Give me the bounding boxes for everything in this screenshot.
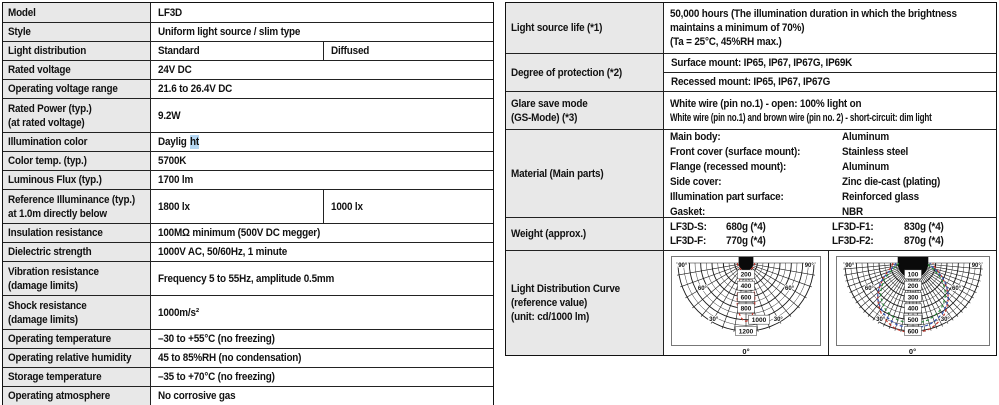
spec-value-area (151, 23, 493, 41)
weight-text: LF3D-F1: (832, 221, 874, 233)
spec-row (3, 170, 493, 189)
ring-label: 100 (907, 271, 918, 279)
spec-value (151, 296, 493, 329)
spec-label (3, 243, 151, 261)
spec-value-text: 45 to 85%RH (no condensation) (158, 352, 302, 364)
spec-label-text: Operating voltage range (8, 83, 118, 95)
spec-value-text: Uniform light source / slim type (158, 26, 301, 38)
spec-row (3, 60, 493, 79)
angle-label: 60° (785, 286, 795, 293)
spec-value (151, 99, 493, 132)
spec-label-text: Rated voltage (8, 64, 71, 76)
spec-value (151, 42, 323, 60)
spec-label (3, 224, 151, 242)
spec-value-text: Frequency 5 to 55Hz, amplitude 0.5mm (158, 272, 335, 285)
spec-label-text: Model (8, 6, 36, 19)
spec-value-area (151, 3, 493, 22)
material-value (842, 174, 951, 189)
spec-label (3, 80, 151, 98)
spec-label-text: Light source life (*1) (511, 22, 603, 34)
spec-row (3, 189, 493, 223)
material-line (670, 174, 992, 189)
material-key (670, 144, 842, 159)
spec-value-area (151, 262, 493, 295)
spec-label (3, 171, 151, 189)
spec-label (3, 3, 151, 22)
spec-value-line: maintains a minimum of 70%) (670, 22, 805, 34)
material-key (670, 159, 842, 174)
spec-value (151, 387, 493, 405)
spec-value-text: 9.2W (158, 109, 181, 122)
weight-text: 680g (*4) (726, 221, 766, 233)
spec-label-text: Operating relative humidity (8, 352, 132, 364)
angle-label: 90° (971, 263, 981, 269)
spec-value-stack (664, 54, 996, 91)
spec-label-text: (unit: cd/1000 lm) (511, 311, 590, 323)
material-value (842, 204, 865, 218)
spec-label (3, 152, 151, 170)
spec-table-left (2, 2, 494, 405)
spec-value-area (151, 190, 493, 223)
angle-label: 30° (709, 316, 719, 323)
light-distribution-chart-standard (664, 251, 828, 355)
material-value (842, 159, 894, 174)
spec-value-area (151, 171, 493, 189)
ring-label: 200 (740, 271, 752, 279)
weight-line (670, 220, 992, 234)
spec-label (506, 130, 664, 217)
spec-label (3, 387, 151, 405)
spec-value-text: Standard (158, 45, 200, 57)
spec-label-text: Degree of protection (*2) (511, 66, 623, 79)
material-value-text: Stainless steel (842, 145, 909, 158)
spec-label (3, 61, 151, 79)
material-value-text: Aluminum (842, 130, 889, 143)
spec-value (664, 130, 996, 217)
spec-label-text: Luminous Flux (typ.) (8, 174, 102, 186)
spec-value-text: 21.6 to 26.4V DC (158, 83, 233, 95)
weight-text: LF3D-F2: (832, 235, 874, 247)
spec-row (506, 53, 996, 91)
spec-value-text: 1000V AC, 50/60Hz, 1 minute (158, 246, 288, 258)
angle-label: 60° (864, 286, 874, 293)
spec-label-text: Glare save mode (511, 97, 588, 110)
material-key-text: Front cover (surface mount): (670, 145, 801, 158)
spec-value (664, 92, 996, 129)
material-line (670, 159, 992, 174)
material-line (670, 189, 992, 204)
angle-label: 90° (678, 263, 688, 269)
spec-label (3, 99, 151, 132)
spec-value (323, 42, 493, 60)
selected-text: ht (189, 136, 199, 148)
spec-row (3, 41, 493, 60)
spec-value (151, 152, 493, 170)
material-key (670, 189, 842, 204)
weight-line (670, 234, 992, 248)
spec-value-area (151, 61, 493, 79)
spec-value-text: Daylig (158, 136, 187, 148)
spec-label-text: Illumination color (8, 136, 88, 148)
spec-value (151, 349, 493, 367)
spec-row (506, 3, 996, 53)
spec-label-text: (damage limits) (8, 279, 78, 292)
spec-value-area (151, 296, 493, 329)
spec-value-text: 5700K (158, 155, 187, 167)
material-line (670, 204, 992, 218)
spec-value-line: 50,000 hours (The illumination duration in which the brightness (670, 8, 957, 20)
spec-row (3, 329, 493, 348)
ring-label: 1200 (738, 328, 754, 336)
spec-row (3, 242, 493, 261)
material-key-text: Main body: (670, 130, 721, 143)
spec-row (3, 22, 493, 41)
spec-row (3, 223, 493, 242)
spec-row (3, 98, 493, 132)
spec-value-text: 1700 lm (158, 174, 194, 186)
spec-value-area (151, 99, 493, 132)
spec-value-text: LF3D (158, 6, 183, 19)
spec-value-area (151, 80, 493, 98)
spec-value (151, 368, 493, 386)
angle-label: 60° (951, 286, 961, 293)
spec-value-text: 1000 lx (331, 200, 363, 213)
spec-value-area (151, 133, 493, 151)
spec-value-text: Diffused (331, 45, 370, 57)
spec-label-text: Light distribution (8, 45, 87, 57)
material-line (670, 144, 992, 159)
material-key (670, 130, 842, 144)
spec-label-text: (reference value) (511, 297, 588, 309)
ring-label: 300 (907, 294, 918, 302)
spec-value (664, 218, 996, 250)
spec-value (151, 133, 493, 151)
spec-value-text: 100MΩ minimum (500V DC megger) (158, 227, 321, 239)
spec-label-text: Light Distribution Curve (511, 283, 620, 295)
spec-label (506, 54, 664, 91)
spec-value-text: –30 to +55°C (no freezing) (158, 333, 275, 345)
spec-value-text: 1800 lx (158, 200, 190, 213)
spec-label (506, 251, 664, 355)
spec-value (151, 80, 493, 98)
spec-value-area (151, 224, 493, 242)
spec-row (3, 295, 493, 329)
material-key-text: Gasket: (670, 205, 706, 217)
angle-label: 30° (773, 316, 783, 323)
spec-value (151, 190, 323, 223)
spec-value-text: Surface mount: IP65, IP67, IP67G, IP69K (671, 57, 853, 69)
spec-value (151, 224, 493, 242)
chart-area (664, 251, 996, 355)
material-key-text: Flange (recessed mount): (670, 160, 787, 173)
angle-label: 30° (940, 316, 950, 323)
weight-text: LF3D-S: (670, 221, 707, 233)
angle-label: 90° (804, 263, 814, 269)
spec-value-area (151, 42, 493, 60)
spec-value-text: No corrosive gas (158, 390, 236, 402)
spec-label (3, 330, 151, 348)
spec-value-text: –35 to +70°C (no freezing) (158, 371, 275, 383)
spec-value-line: White wire (pin no.1) and brown wire (pin no. 2) - short-circuit: dim light (670, 111, 932, 124)
spec-value (151, 262, 493, 295)
spec-label-text: Vibration resistance (8, 265, 99, 278)
ring-label: 800 (740, 305, 752, 313)
spec-row (506, 250, 996, 355)
spec-value (151, 330, 493, 348)
material-value-text: NBR (842, 205, 863, 217)
angle-label: 30° (875, 316, 885, 323)
spec-label-text: (GS-Mode) (*3) (511, 111, 578, 124)
material-key (670, 204, 842, 218)
spec-row (506, 129, 996, 217)
weight-text: LF3D-F: (670, 235, 707, 247)
spec-label (506, 92, 664, 129)
spec-label-text: (damage limits) (8, 313, 78, 326)
spec-label-text: Rated Power (typ.) (8, 102, 92, 115)
spec-label (3, 296, 151, 329)
spec-label (506, 3, 664, 53)
ring-label: 600 (740, 294, 752, 302)
spec-subvalue (664, 72, 996, 91)
spec-value (151, 23, 493, 41)
spec-row (3, 348, 493, 367)
ring-label: 500 (907, 317, 918, 325)
spec-label-text: Operating temperature (8, 333, 111, 345)
spec-value-text: 24V DC (158, 64, 192, 76)
spec-row (3, 3, 493, 22)
spec-subvalue (664, 54, 996, 72)
spec-label (3, 349, 151, 367)
spec-value-text: 1000m/s² (158, 306, 199, 319)
material-value (842, 189, 927, 204)
spec-label-text: Weight (approx.) (511, 228, 587, 240)
spec-label (3, 368, 151, 386)
spec-row (3, 79, 493, 98)
spec-label-text: at 1.0m directly below (8, 207, 107, 220)
spec-value (151, 243, 493, 261)
spec-label (3, 133, 151, 151)
material-key (670, 174, 842, 189)
spec-value (323, 190, 493, 223)
spec-row (3, 386, 493, 405)
spec-value-line: White wire (pin no.1) - open: 100% light on (670, 97, 862, 110)
spec-value-line: (Ta = 25°C, 45%RH max.) (670, 36, 782, 48)
polar-grid (672, 257, 820, 345)
spec-row (3, 261, 493, 295)
weight-text: 830g (*4) (904, 221, 944, 233)
spec-value-area (151, 387, 493, 405)
spec-row (3, 132, 493, 151)
ring-label: 400 (907, 305, 918, 313)
spec-row (3, 367, 493, 386)
spec-value-text: Recessed mount: IP65, IP67, IP67G (671, 76, 831, 88)
spec-value (151, 171, 493, 189)
material-value (842, 144, 915, 159)
ring-label: 200 (907, 283, 918, 291)
material-value-text: Reinforced glass (842, 190, 919, 203)
spec-row (506, 217, 996, 250)
spec-label-text: Color temp. (typ.) (8, 155, 87, 167)
spec-value-area (151, 349, 493, 367)
spec-value-area (151, 368, 493, 386)
spec-label (3, 23, 151, 41)
spec-label-text: Reference Illuminance (typ.) (8, 193, 135, 206)
spec-label-text: Style (8, 26, 31, 38)
weight-text: 870g (*4) (904, 235, 944, 247)
ring-label: 1000 (751, 317, 767, 325)
spec-value-area (151, 330, 493, 348)
spec-value (151, 61, 493, 79)
spec-label-text: (at rated voltage) (8, 116, 85, 129)
spec-value (664, 3, 996, 53)
weight-text: 770g (*4) (726, 235, 766, 247)
light-distribution-chart-diffused (828, 251, 996, 355)
angle-label: 60° (697, 286, 707, 293)
chart-frame (836, 256, 990, 346)
angle-label-zero: 0° (908, 347, 917, 355)
spec-label-text: Dielectric strength (8, 246, 92, 258)
angle-label: 90° (844, 263, 854, 269)
spec-label-text: Shock resistance (8, 299, 87, 312)
material-value (842, 130, 894, 144)
spec-label-text: Operating atmosphere (8, 390, 111, 402)
spec-row (506, 91, 996, 129)
polar-grid (837, 257, 989, 345)
material-line (670, 130, 992, 144)
material-key-text: Illumination part surface: (670, 190, 784, 203)
spec-label-text: Insulation resistance (8, 227, 103, 239)
ring-label: 400 (740, 283, 752, 291)
spec-label (3, 262, 151, 295)
material-key-text: Side cover: (670, 175, 722, 188)
spec-label-text: Storage temperature (8, 371, 102, 383)
spec-label (3, 42, 151, 60)
spec-label (3, 190, 151, 223)
material-value-text: Zinc die-cast (plating) (842, 175, 941, 188)
ring-label: 600 (907, 328, 918, 336)
spec-table-right (505, 2, 997, 356)
angle-label-zero: 0° (742, 347, 750, 355)
spec-row (3, 151, 493, 170)
spec-label-text: Material (Main parts) (511, 167, 604, 180)
spec-label (506, 218, 664, 250)
material-value-text: Aluminum (842, 160, 889, 173)
chart-frame (671, 256, 821, 346)
spec-value (151, 3, 493, 22)
spec-value-area (151, 152, 493, 170)
spec-value-area (151, 243, 493, 261)
